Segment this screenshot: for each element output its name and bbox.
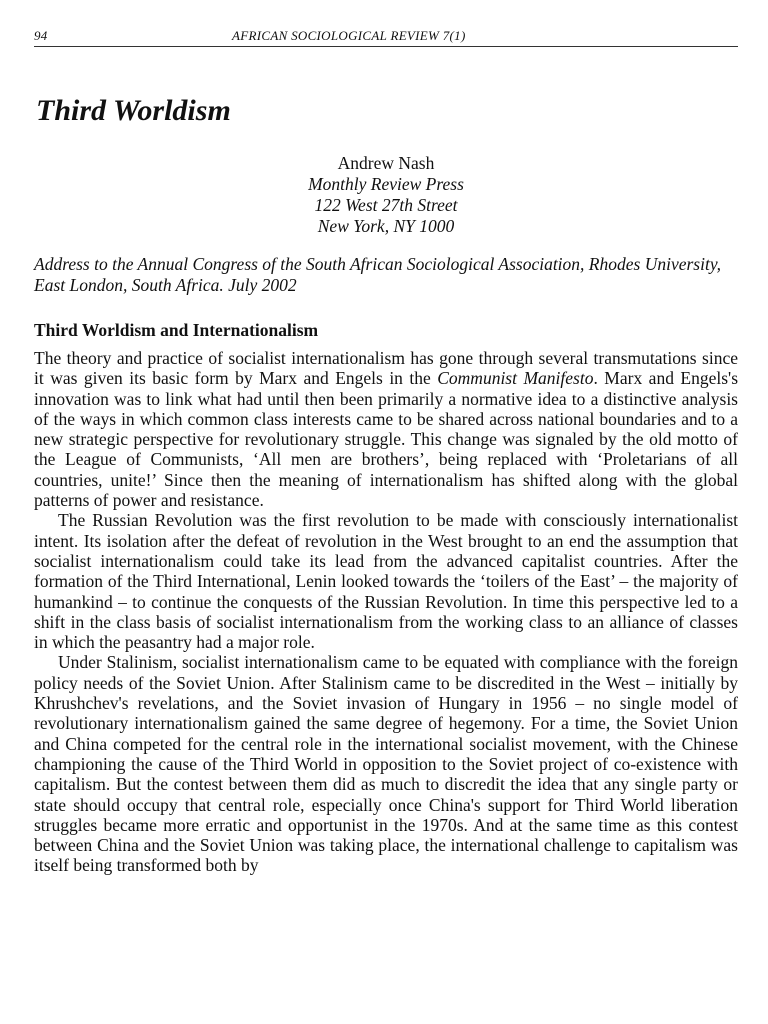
header-rule bbox=[34, 46, 738, 47]
page-number: 94 bbox=[34, 28, 48, 43]
affiliation-line: New York, NY 1000 bbox=[317, 216, 455, 236]
paragraph bbox=[34, 348, 738, 510]
article-title: Third Worldism bbox=[36, 94, 231, 127]
paragraph: Under Stalinism, socialist internationalism came to be equated with compliance with the foreign policy needs of the Soviet Union. After Stalinism came to be discredited in the West – initially by Khrushchev's revelations, and the Soviet invasion of Hungary in 1956 – no single model of revolutionary internationalism gained the same degree of hegemony. For a time, the Soviet Union and China competed for the central role in the international socialist movement, with the Chinese championing the cause of the Third World in opposition to the Soviet project of co-existence with capitalism. But the contest between them did as much to discredit the idea that any single party or state should occupy that central role, especially once China's support for Third World liberation struggles became more erratic and opportunist in the 1970s. And at the same time as this contest between China and the Soviet Union was taking place, the international challenge to capitalism was itself being transformed both by bbox=[34, 652, 738, 876]
paragraph: The Russian Revolution was the first revolution to be made with consciously internationalist intent. Its isolation after the defeat of revolution in the West brought to an end the assumption that socialist internationalism could take its lead from the advanced capitalist countries. After the formation of the Third International, Lenin looked towards the ‘toilers of the East’ – the majority of humankind – to continue the conquests of the Russian Revolution. In time this perspective led to a shift in the class basis of socialist internationalism from the working class to an alliance of classes in which the peasantry had a major role. bbox=[34, 510, 738, 653]
journal-page bbox=[34, 26, 738, 876]
journal-title: AFRICAN SOCIOLOGICAL REVIEW 7(1) bbox=[232, 28, 466, 43]
section-heading: Third Worldism and Internationalism bbox=[34, 320, 319, 340]
address-note: Address to the Annual Congress of the South African Sociological Association, Rhodes University, East London, South Africa. July 2002 bbox=[34, 254, 721, 295]
author-name: Andrew Nash bbox=[337, 153, 435, 173]
affiliation-line: Monthly Review Press bbox=[308, 174, 464, 194]
running-head bbox=[34, 26, 738, 48]
body-text bbox=[34, 348, 738, 876]
affiliation-line: 122 West 27th Street bbox=[314, 195, 458, 215]
paragraph-text: . Marx and Engels's innovation was to link what had until then been primarily a normative idea to a distinctive analysis of the ways in which common class interests came to be shared across national boundaries and to a new strategic perspective for revolutionary struggle. This change was signaled by the old motto of the League of Communists, ‘All men are brothers’, being replaced with ‘Proletarians of all countries, unite!’ Since then the meaning of internationalism has shifted along with the global patterns of power and resistance. bbox=[34, 368, 738, 511]
paragraph-text: The theory and practice of socialist internationalism has gone through several transmutations since it was given its basic form by Marx and Engels in the bbox=[34, 348, 738, 389]
book-title: Communist Manifesto bbox=[437, 368, 594, 389]
author-block bbox=[34, 153, 738, 237]
